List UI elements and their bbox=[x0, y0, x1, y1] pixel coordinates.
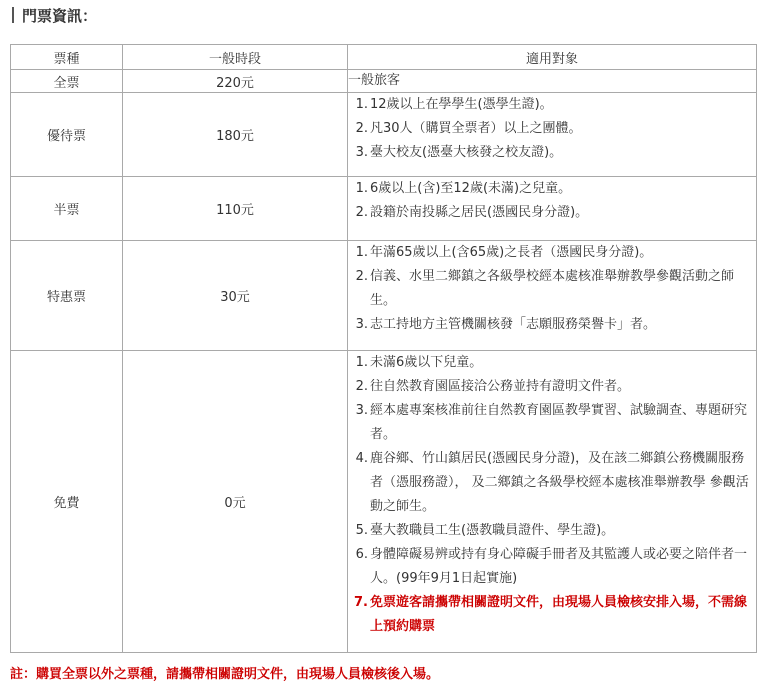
ticket-price-cell: 30元 bbox=[123, 241, 348, 351]
ticket-type-cell: 免費 bbox=[11, 351, 123, 653]
table-row bbox=[11, 351, 757, 653]
list-item-text: 免票遊客請攜帶相關證明文件，由現場人員檢核安排入場，不需線上預約購票 bbox=[370, 595, 748, 634]
ticket-table bbox=[10, 44, 757, 653]
list-item bbox=[348, 313, 756, 337]
list-item-number: 1. bbox=[355, 97, 368, 112]
list-item bbox=[348, 201, 756, 225]
title-accent-bar bbox=[12, 7, 14, 23]
ticket-price-cell: 180元 bbox=[123, 93, 348, 177]
list-item-text: 設籍於南投縣之居民(憑國民身分證)。 bbox=[370, 205, 589, 220]
list-item-number: 3. bbox=[355, 403, 368, 418]
eligibility-cell bbox=[348, 351, 757, 653]
page-title-text: 門票資訊： bbox=[22, 7, 98, 25]
eligibility-cell bbox=[348, 177, 757, 241]
table-row bbox=[11, 93, 757, 177]
list-item-number: 3. bbox=[355, 145, 368, 160]
list-item bbox=[348, 241, 756, 265]
list-item bbox=[348, 399, 756, 447]
list-item-text: 臺大教職員工生(憑教職員證件、學生證)。 bbox=[370, 523, 615, 538]
list-item-text: 身體障礙易辨或持有身心障礙手冊者及其監護人或必要之陪伴者一人。(99年9月1日起實施) bbox=[370, 547, 748, 586]
list-item-text: 12歲以上在學學生(憑學生證)。 bbox=[370, 97, 553, 112]
table-row bbox=[11, 241, 757, 351]
list-item-number: 1. bbox=[355, 245, 368, 260]
list-item bbox=[348, 93, 756, 117]
ticket-type-cell: 特惠票 bbox=[11, 241, 123, 351]
list-item-number: 1. bbox=[355, 181, 368, 196]
ticket-price-cell: 220元 bbox=[123, 70, 348, 93]
eligibility-cell bbox=[348, 241, 757, 351]
list-item-number: 2. bbox=[355, 379, 368, 394]
list-item bbox=[348, 265, 756, 313]
list-item-text: 6歲以上(含)至12歲(未滿)之兒童。 bbox=[370, 181, 572, 196]
ticket-price-cell: 110元 bbox=[123, 177, 348, 241]
list-item-number: 5. bbox=[355, 523, 368, 538]
list-item bbox=[348, 117, 756, 141]
eligibility-list bbox=[348, 351, 756, 639]
eligibility-cell bbox=[348, 93, 757, 177]
list-item-number: 3. bbox=[355, 317, 368, 332]
table-row bbox=[11, 177, 757, 241]
eligibility-cell bbox=[348, 70, 757, 93]
list-item-text: 鹿谷鄉、竹山鎮居民(憑國民身分證)，及在該二鄉鎮公務機關服務者（憑服務證）， 及二鄉鎮之各級學校經本處核准舉辦教學 參觀活動之師生。 bbox=[370, 451, 749, 514]
page-title bbox=[12, 4, 97, 28]
table-row bbox=[11, 70, 757, 93]
list-item bbox=[348, 591, 756, 639]
list-item-number: 2. bbox=[355, 269, 368, 284]
list-item-text: 未滿6歲以下兒童。 bbox=[370, 355, 483, 370]
list-item-text: 經本處專案核准前往自然教育園區教學實習、試驗調查、專題研究者。 bbox=[370, 403, 748, 442]
list-item-text: 信義、水里二鄉鎮之各級學校經本處核准舉辦教學參觀活動之師生。 bbox=[370, 269, 735, 308]
ticket-type-cell: 優待票 bbox=[11, 93, 123, 177]
header-regular-hours: 一般時段 bbox=[123, 45, 348, 70]
list-item bbox=[348, 351, 756, 375]
header-ticket-type: 票種 bbox=[11, 45, 123, 70]
list-item bbox=[348, 519, 756, 543]
list-item bbox=[348, 177, 756, 201]
ticket-price-cell: 0元 bbox=[123, 351, 348, 653]
list-item-text: 志工持地方主管機關核發「志願服務榮譽卡」者。 bbox=[370, 317, 657, 332]
eligibility-list bbox=[348, 93, 756, 165]
list-item bbox=[348, 375, 756, 399]
list-item-number: 7. bbox=[354, 595, 368, 610]
list-item bbox=[348, 543, 756, 591]
eligibility-list bbox=[348, 177, 756, 225]
footer-note: 註：購買全票以外之票種，請攜帶相關證明文件，由現場人員檢核後入場。 bbox=[10, 667, 440, 682]
list-item-text: 往自然教育園區接洽公務並持有證明文件者。 bbox=[370, 379, 631, 394]
ticket-type-cell: 半票 bbox=[11, 177, 123, 241]
list-item-text: 凡30人（購買全票者）以上之團體。 bbox=[370, 121, 582, 136]
list-item-number: 1. bbox=[355, 355, 368, 370]
list-item-text: 年滿65歲以上(含65歲)之長者（憑國民身分證)。 bbox=[370, 245, 653, 260]
table-header-row bbox=[11, 45, 757, 70]
list-item-number: 2. bbox=[355, 205, 368, 220]
list-item-number: 6. bbox=[355, 547, 368, 562]
header-eligibility: 適用對象 bbox=[348, 45, 757, 70]
list-item-number: 2. bbox=[355, 121, 368, 136]
list-item-text: 臺大校友(憑臺大核發之校友證)。 bbox=[370, 145, 563, 160]
list-item bbox=[348, 141, 756, 165]
eligibility-text: 一般旅客 bbox=[348, 73, 401, 88]
ticket-type-cell: 全票 bbox=[11, 70, 123, 93]
list-item-number: 4. bbox=[355, 451, 368, 466]
eligibility-list bbox=[348, 241, 756, 337]
list-item bbox=[348, 447, 756, 519]
